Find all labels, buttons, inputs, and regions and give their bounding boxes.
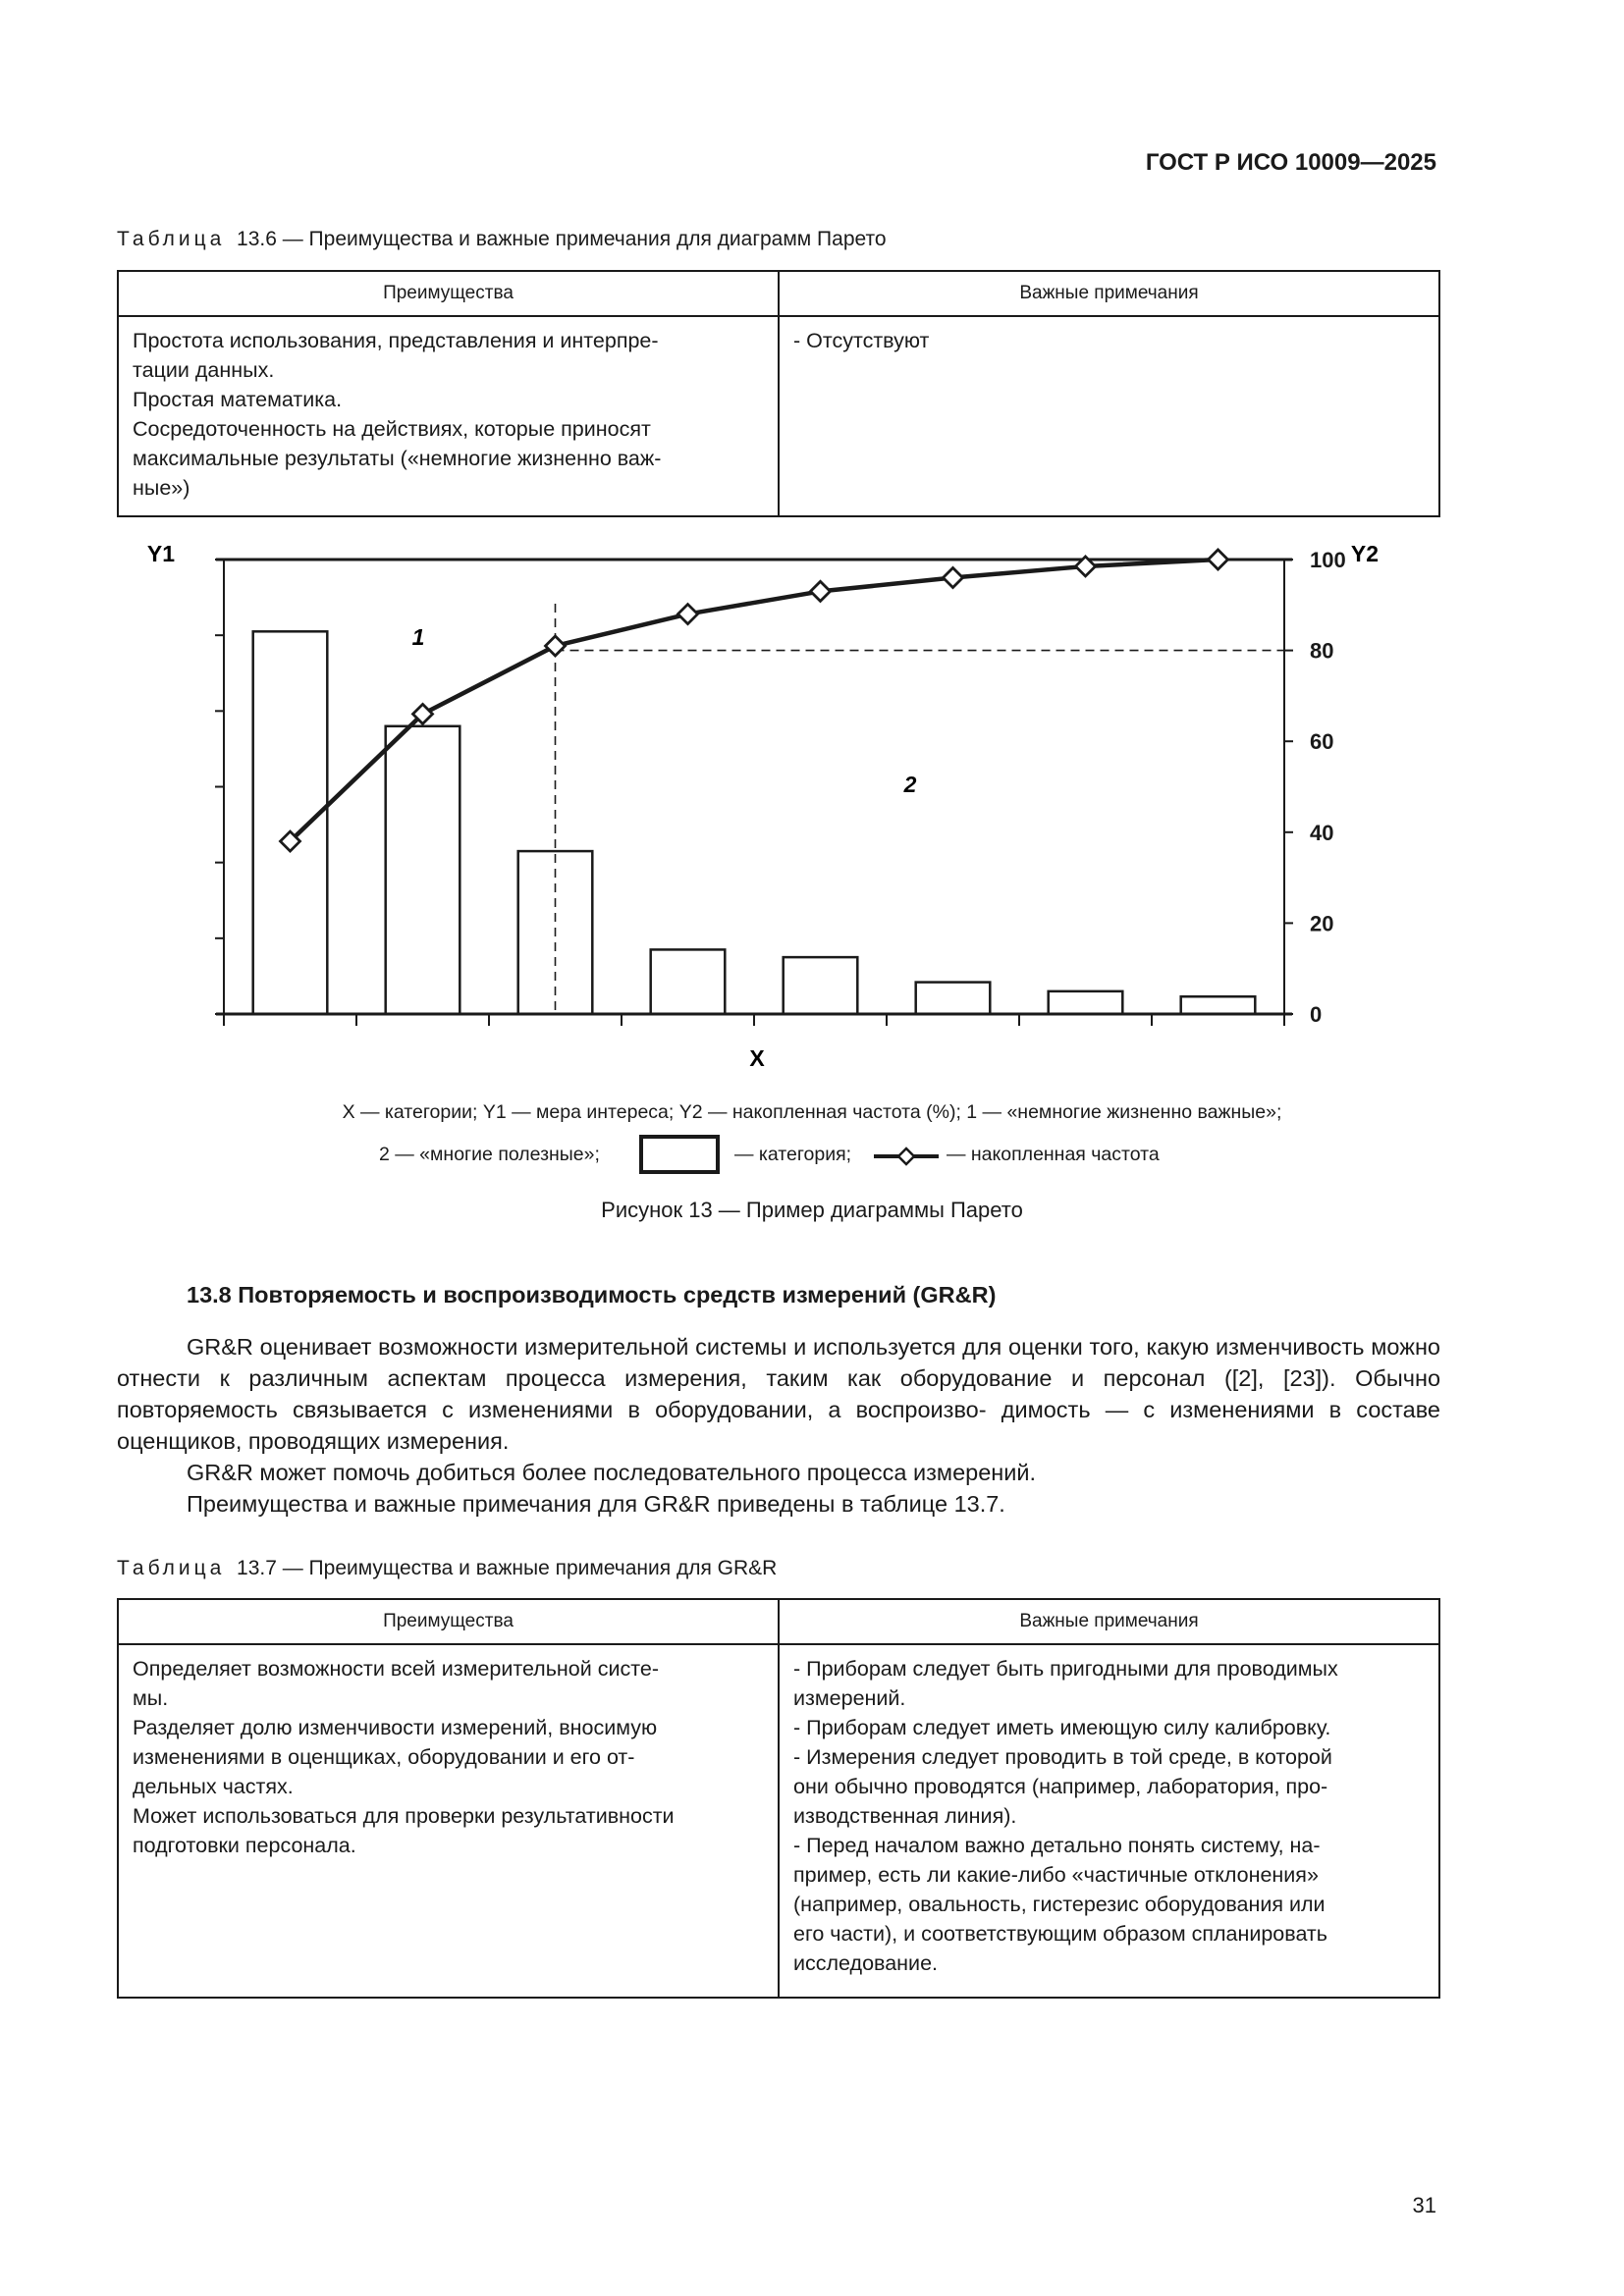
cumulative-point-marker	[1209, 550, 1228, 569]
legend-line-2-c: — накопленная частота	[947, 1144, 1160, 1165]
paragraph-3: Преимущества и важные примечания для GR&R приведены в таблице 13.7.	[187, 1491, 1005, 1517]
section-body	[117, 1331, 1440, 1520]
col-header-advantages: Преимущества	[118, 1599, 779, 1644]
line: Разделяет долю изменчивости измерений, вносимую	[133, 1716, 658, 1739]
line: - Измерения следует проводить в той среде, в которой	[793, 1745, 1332, 1769]
y2-tick-label: 0	[1310, 1002, 1323, 1027]
section-title: 13.8 Повторяемость и воспроизводимость средств измерений (GR&R)	[187, 1282, 997, 1308]
y2-tick-label: 20	[1310, 911, 1334, 936]
bar	[1049, 991, 1123, 1014]
line: Может использоваться для проверки результативности	[133, 1804, 675, 1828]
notes-cell	[779, 1644, 1439, 1998]
y2-tick-label: 40	[1310, 820, 1334, 845]
advantages-cell	[118, 1644, 779, 1998]
line: пример, есть ли какие-либо «частичные отклонения»	[793, 1863, 1319, 1887]
y2-axis-label: Y2	[1350, 541, 1380, 566]
line: - Перед началом важно детально понять систему, на-	[793, 1834, 1321, 1857]
line: подготовки персонала.	[133, 1834, 356, 1857]
line: исследование.	[793, 1951, 938, 1975]
line: мы.	[133, 1686, 169, 1710]
col-header-notes: Важные примечания	[779, 1599, 1439, 1644]
cumulative-point-marker	[546, 636, 566, 656]
cumulative-point-marker	[678, 605, 698, 624]
legend-category-swatch	[639, 1135, 720, 1174]
table-13-7-caption	[117, 1557, 777, 1580]
text-line: GR&R оценивает возможности измерительной системы и используется для оценки того, какую	[187, 1334, 1210, 1360]
bar	[1181, 996, 1256, 1014]
bar	[784, 957, 858, 1014]
line: - Приборам следует иметь имеющую силу калибровку.	[793, 1716, 1331, 1739]
line: - Приборам следует быть пригодными для проводимых	[793, 1657, 1338, 1681]
line: Определяет возможности всей измерительной систе-	[133, 1657, 659, 1681]
caption-word: Таблица	[117, 1557, 226, 1579]
line: тации данных.	[133, 358, 275, 382]
line: максимальные результаты («немногие жизненно важ-	[133, 447, 662, 470]
x-axis-label: X	[749, 1045, 765, 1070]
legend-line-1: X — категории; Y1 — мера интереса; Y2 — накопленная частота (%); 1 — «немногие жизненно важные»;	[342, 1101, 1282, 1123]
line: (например, овальность, гистерезис оборудования или	[793, 1893, 1326, 1916]
paragraph-1	[117, 1331, 1440, 1457]
table-13-6	[117, 270, 1440, 517]
legend-line-2-a: 2 — «многие полезные»;	[379, 1144, 600, 1165]
line: дельных частях.	[133, 1775, 294, 1798]
cumulative-point-marker	[944, 568, 963, 588]
bar	[386, 726, 460, 1014]
document-code: ГОСТ Р ИСО 10009—2025	[1145, 149, 1436, 176]
line: его части), и соответствующим образом спланировать	[793, 1922, 1327, 1946]
line: - Отсутствуют	[793, 329, 930, 352]
text-line: изменчивость можно отнести к различным аспектам процесса измерения, таким как оборудование и	[117, 1334, 1441, 1391]
bar	[253, 631, 328, 1014]
y2-tick-label: 80	[1310, 638, 1334, 664]
page-number: 31	[1412, 2193, 1436, 2217]
line: Простая математика.	[133, 388, 343, 411]
caption-text: 13.7 — Преимущества и важные примечания для GR&R	[237, 1557, 778, 1579]
line: они обычно проводятся (например, лаборатория, про-	[793, 1775, 1328, 1798]
caption-text: 13.6 — Преимущества и важные примечания для диаграмм Парето	[237, 228, 887, 250]
line: измерений.	[793, 1686, 906, 1710]
table-13-7	[117, 1598, 1440, 1999]
bar	[651, 949, 726, 1014]
bar	[916, 983, 991, 1014]
y1-axis-label: Y1	[146, 541, 176, 566]
pareto-chart	[137, 535, 1414, 1070]
col-header-advantages: Преимущества	[118, 271, 779, 316]
text-line: димость — с изменениями в составе оценщиков, проводящих измерения.	[117, 1397, 1440, 1454]
line: изменениями в оценщиках, оборудовании и его от-	[133, 1745, 635, 1769]
line: Простота использования, представления и интерпре-	[133, 329, 659, 352]
paragraph-2: GR&R может помочь добиться более последовательного процесса измерений.	[187, 1460, 1037, 1485]
line: изводственная линия).	[793, 1804, 1017, 1828]
legend-line-2-b: — категория;	[734, 1144, 852, 1165]
y2-tick-label: 100	[1310, 548, 1346, 572]
legend-cumulative-line-icon	[872, 1145, 941, 1168]
line: Сосредоточенность на действиях, которые приносят	[133, 417, 651, 441]
advantages-cell	[118, 316, 779, 516]
text-line: персонал ([2], [23]). Обычно повторяемость связывается с изменениями в оборудовании, а воспроизво-	[117, 1365, 1441, 1422]
line: ные»)	[133, 476, 190, 500]
caption-word: Таблица	[117, 228, 226, 250]
region-label-useful-many: 2	[903, 772, 917, 797]
col-header-notes: Важные примечания	[779, 271, 1439, 316]
table-13-6-caption	[117, 228, 887, 251]
y2-tick-label: 60	[1310, 729, 1334, 755]
region-label-vital-few: 1	[411, 624, 425, 650]
cumulative-point-marker	[811, 581, 831, 601]
notes-cell	[779, 316, 1439, 516]
figure-caption: Рисунок 13 — Пример диаграммы Парето	[601, 1198, 1023, 1222]
